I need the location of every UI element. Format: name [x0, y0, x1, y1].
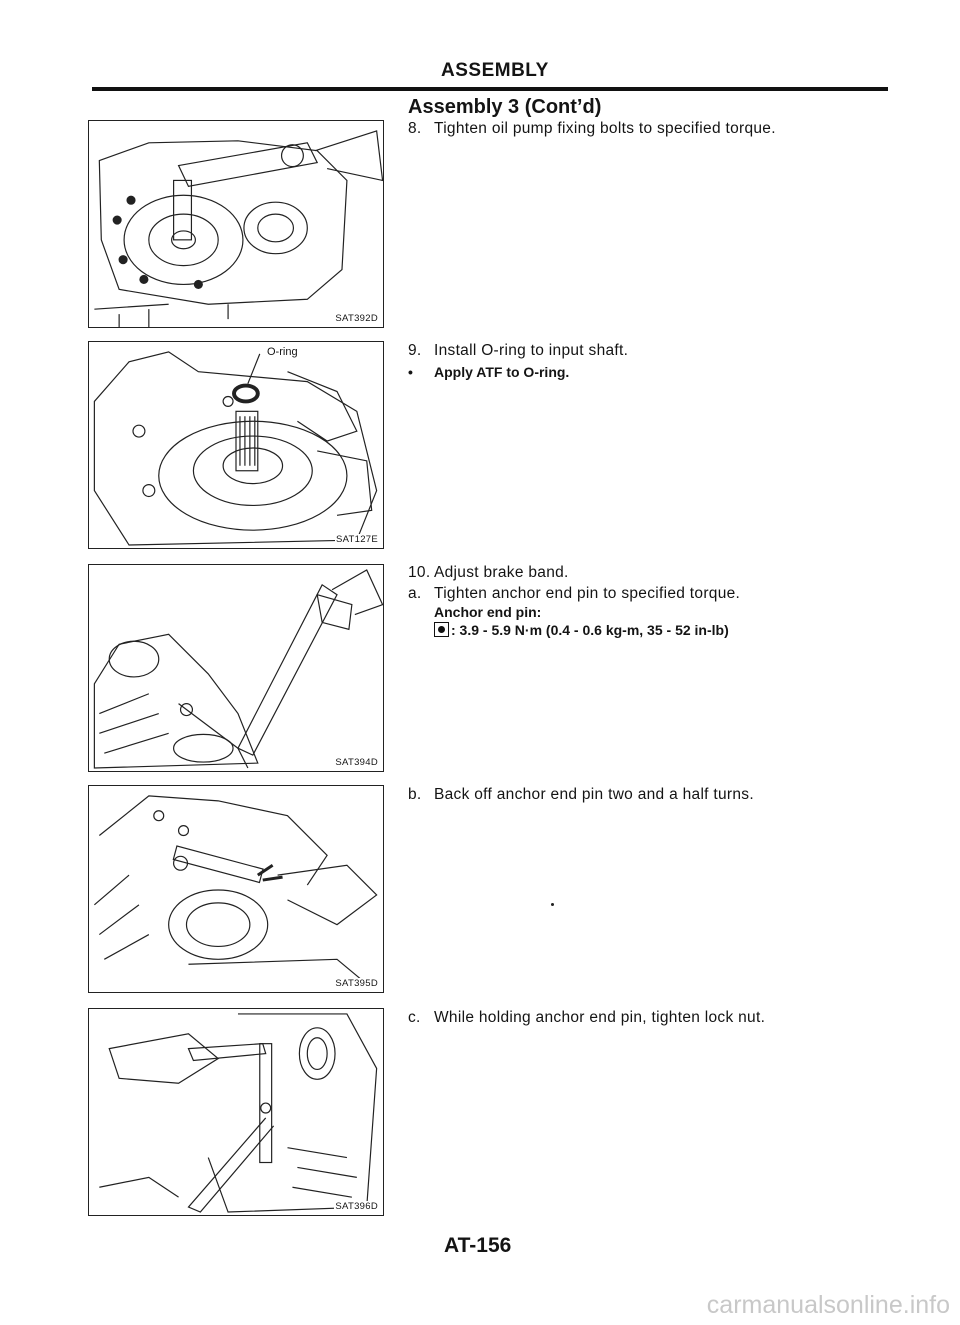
step-text: Install O-ring to input shaft.: [434, 342, 629, 359]
header-rule: [92, 87, 888, 91]
watermark: carmanualsonline.info: [706, 1291, 950, 1319]
figure-code: SAT394D: [335, 757, 378, 768]
figure-code: SAT392D: [335, 313, 378, 324]
anchor-pin-illustration-icon: [89, 786, 383, 992]
step-9: [408, 342, 628, 360]
step-10: [408, 564, 569, 582]
step-10a: [408, 585, 740, 603]
figure-lock-nut: [88, 1008, 384, 1216]
torque-wrench-illustration-icon: [89, 121, 383, 327]
figure-code: SAT127E: [335, 534, 378, 545]
step-text: Adjust brake band.: [434, 564, 569, 581]
spec-value: : 3.9 - 5.9 N·m (0.4 - 0.6 kg-m, 35 - 52 in-lb): [451, 622, 729, 638]
step-text: While holding anchor end pin, tighten lock nut.: [434, 1009, 766, 1026]
o-ring-callout: O-ring: [267, 346, 298, 358]
figure-o-ring: [88, 341, 384, 549]
bullet-icon: •: [408, 364, 413, 380]
figure-code: SAT395D: [335, 978, 378, 989]
figure-back-off-pin: [88, 785, 384, 993]
step-letter: a.: [408, 585, 422, 602]
page-subtitle: Assembly 3 (Cont’d): [408, 96, 602, 118]
step-8: [408, 120, 776, 138]
page-number: AT-156: [444, 1234, 512, 1257]
step-text: Back off anchor end pin two and a half turns.: [434, 786, 754, 803]
figure-oil-pump-bolts: [88, 120, 384, 328]
step-9-bullet: [408, 364, 569, 380]
step-number: 8.: [408, 120, 422, 137]
stray-dot: [551, 903, 554, 906]
torque-icon: [434, 622, 449, 637]
figure-code: SAT396D: [335, 1201, 378, 1212]
step-letter: c.: [408, 1009, 421, 1026]
step-letter: b.: [408, 786, 422, 803]
step-10c: [408, 1009, 765, 1027]
figure-anchor-pin-torque: [88, 564, 384, 772]
step-number: 9.: [408, 342, 422, 359]
wrenches-illustration-icon: [89, 1009, 383, 1215]
bullet-text: Apply ATF to O-ring.: [434, 364, 570, 380]
step-10b: [408, 786, 754, 804]
spec-label: Anchor end pin:: [434, 604, 542, 620]
section-header: ASSEMBLY: [441, 60, 549, 81]
step-text: Tighten anchor end pin to specified torque.: [434, 585, 741, 602]
spec-value-row: [434, 622, 729, 638]
o-ring-illustration-icon: [89, 342, 383, 548]
step-number: 10.: [408, 564, 431, 581]
step-text: Tighten oil pump fixing bolts to specified torque.: [434, 120, 776, 137]
torque-wrench-illustration-icon: [89, 565, 383, 771]
